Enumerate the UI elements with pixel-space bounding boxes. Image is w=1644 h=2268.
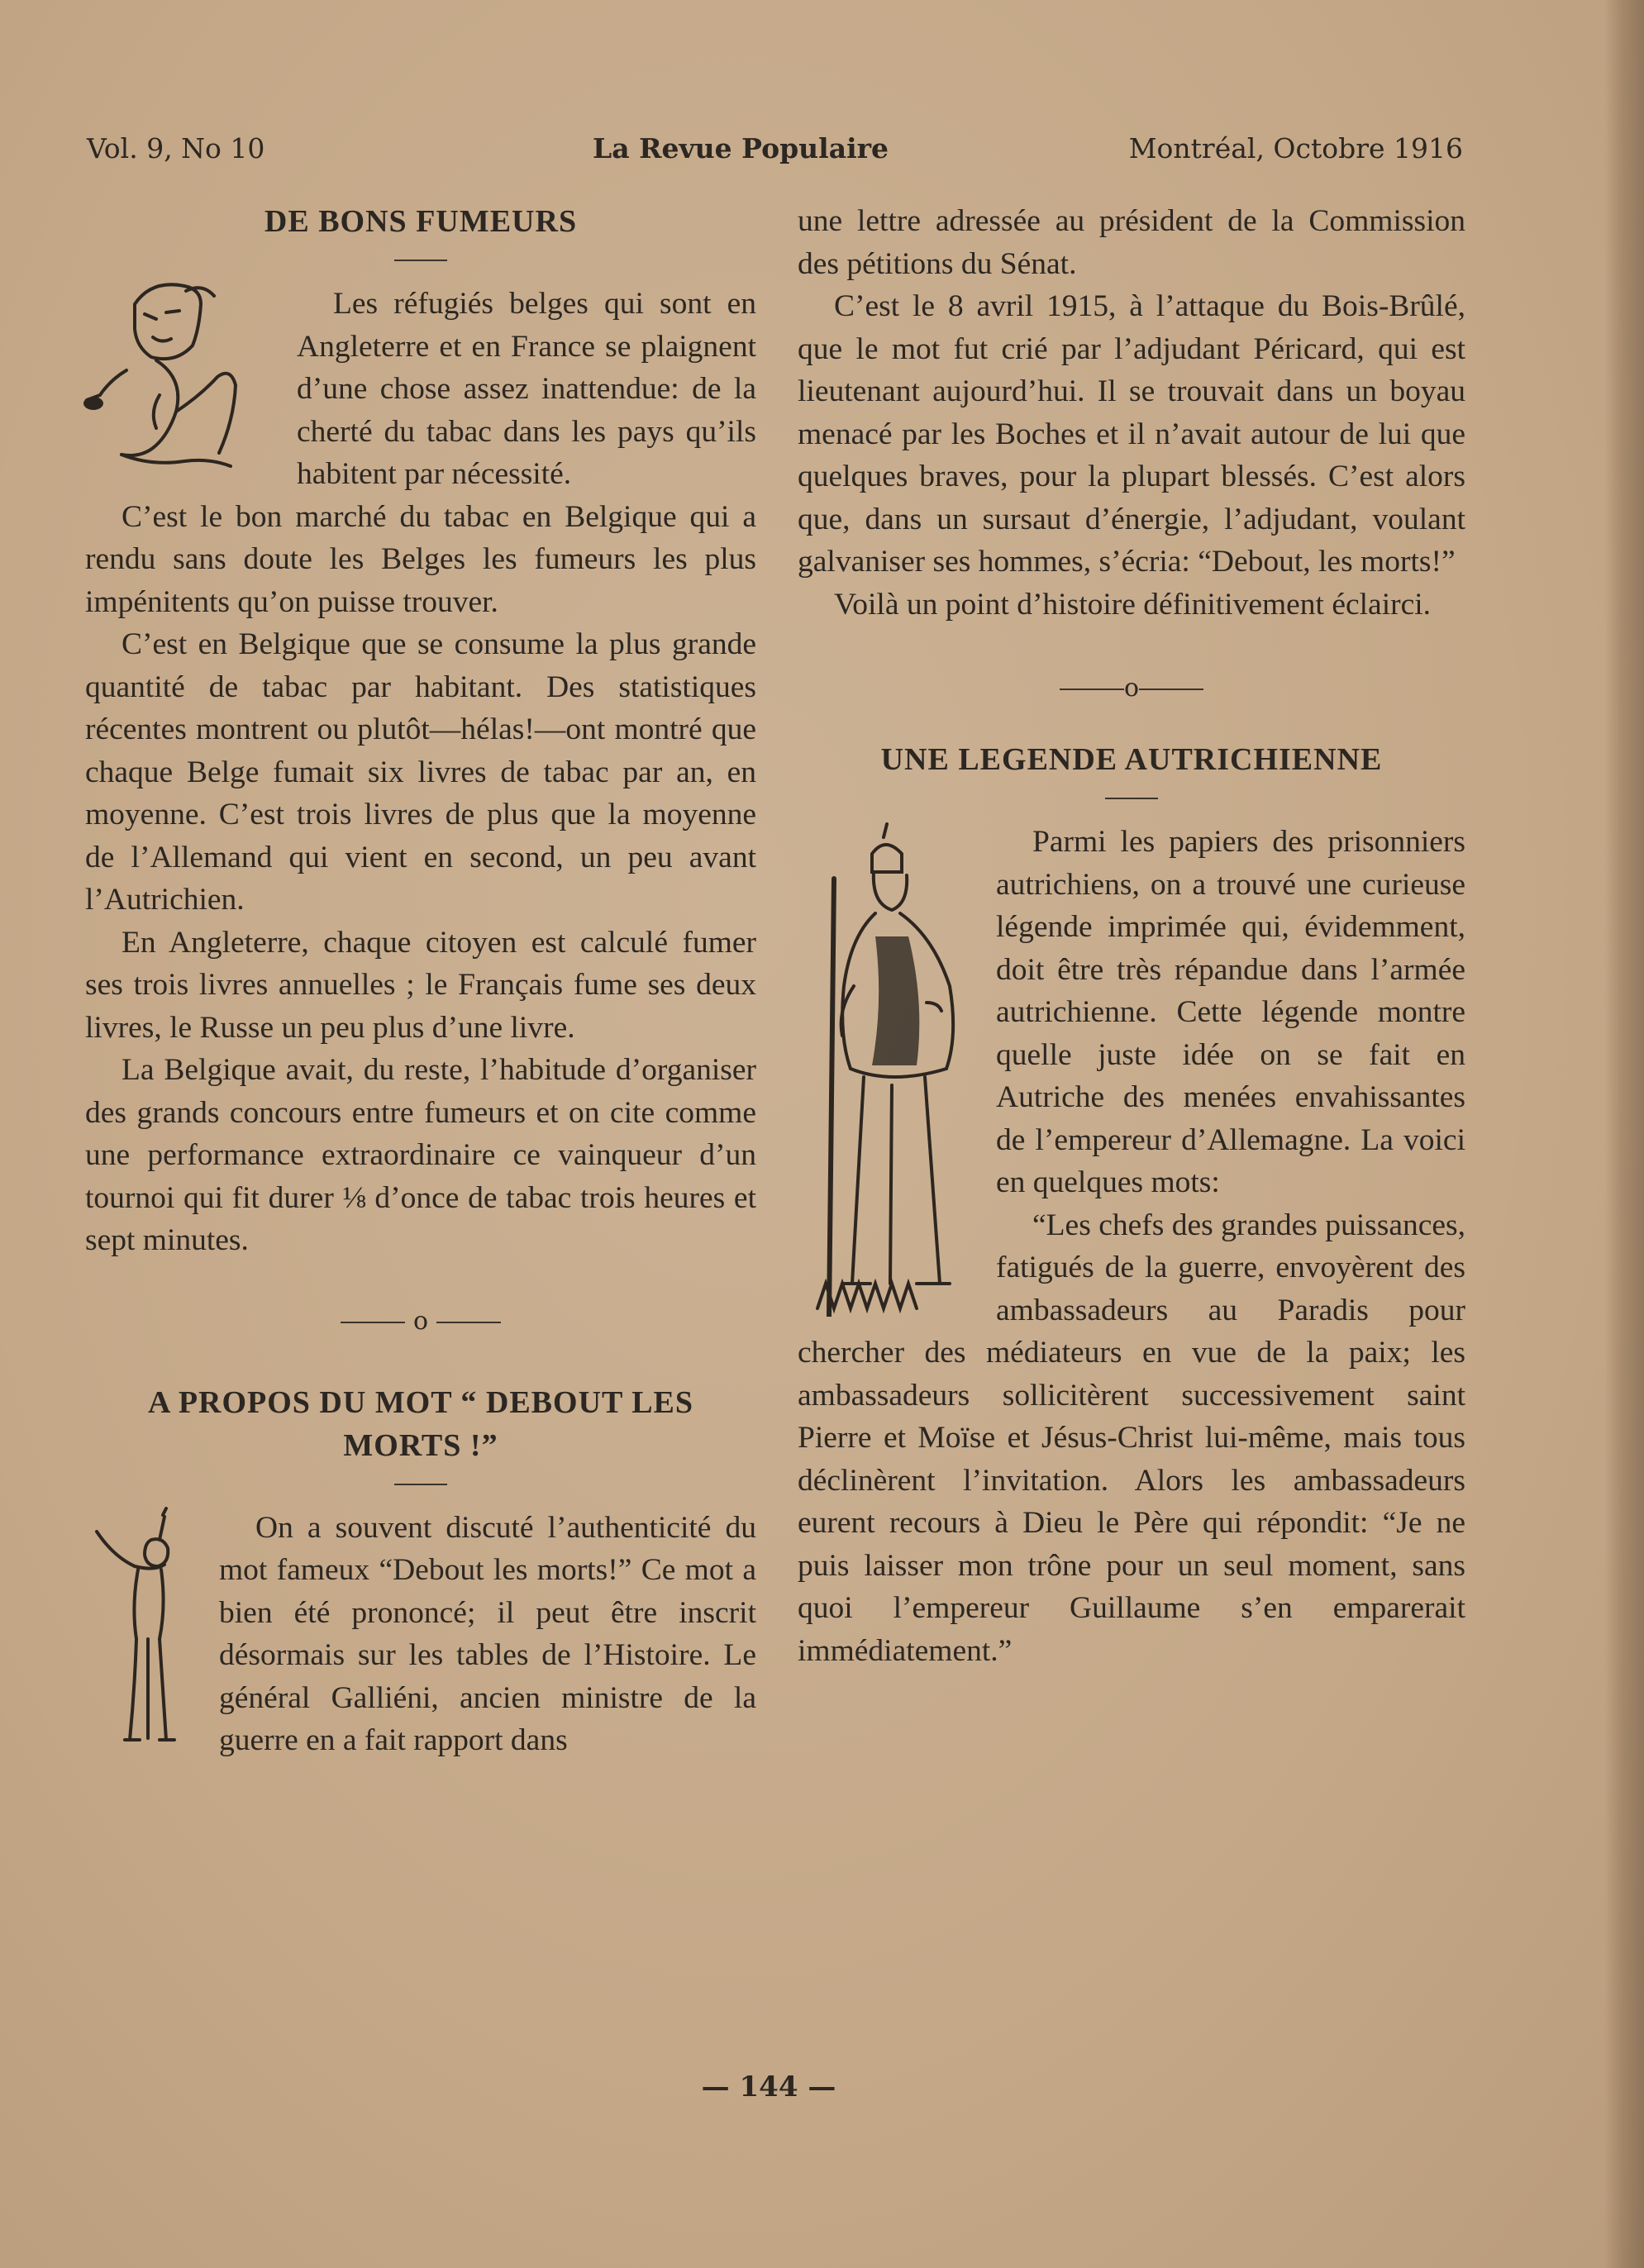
title-rule xyxy=(394,260,447,261)
paragraph: Parmi les papiers des prisonniers autrichiens, on a trouvé une curieuse légende imprimée qui, évidemment, doit être très répandue dans l’armée autrichienne. Cette légende montre quelle juste idée on se fait en Autriche des menées envahissantes de l’empereur d’Allemagne. La voici en quelques mots: xyxy=(996,825,1465,1199)
smoker-sketch-icon xyxy=(77,271,275,478)
article-title-legende: UNE LEGENDE AUTRICHIENNE xyxy=(880,742,1383,777)
right-column xyxy=(798,200,1465,1672)
article-title-debout xyxy=(85,1381,756,1467)
title-line: A PROPOS DU MOT “ DEBOUT LES xyxy=(147,1384,694,1420)
smoker-illustration xyxy=(77,271,285,488)
left-column xyxy=(85,200,756,1762)
running-header xyxy=(87,132,1463,174)
standing-figure-sketch-icon xyxy=(80,1507,196,1746)
place-date: Montréal, Octobre 1916 xyxy=(1128,132,1463,164)
paragraph: C’est le bon marché du tabac en Belgique qui a rendu sans doute les Belges les fumeurs les plus impénitents qu’on puisse trouver. xyxy=(85,499,756,619)
austrian-soldier-sketch-icon xyxy=(793,821,983,1317)
paragraph: C’est en Belgique que se consume la plus grande quantité de tabac par habitant. Des statistiques récentes montrent ou plutôt—hélas!—ont montré que chaque Belge fumait six livres de tabac par an, en moyenne. C’est trois livres de plus que la moyenne de l’Allemand qui vient en second, un peu avant l’Autrichien. xyxy=(85,627,756,917)
paragraph: La Belgique avait, du reste, l’habitude d’organiser des grands concours entre fumeurs et on cite comme une performance extraordinaire ce vainqueur d’un tournoi qui fit durer ⅛ d’once de tabac trois heures et sept minutes. xyxy=(85,1053,756,1257)
paragraph: Voilà un point d’histoire définitivement éclairci. xyxy=(834,587,1432,622)
journal-title: La Revue Populaire xyxy=(593,132,889,164)
section-separator: o xyxy=(798,672,1465,705)
soldier-raising-arm-illustration xyxy=(80,1507,204,1755)
paragraph: Les réfugiés belges qui sont en Angleterre et en France se plaignent d’une chose assez inattendue: de la cherté du tabac dans les pays qu’ils habitent par nécessité. xyxy=(297,287,756,491)
paragraph-continued: une lettre adressée au président de la Commission des pétitions du Sénat. xyxy=(798,204,1465,281)
section-separator: o xyxy=(85,1305,756,1338)
page-number: — 144 — xyxy=(701,2070,836,2104)
page-fold-shadow xyxy=(1604,0,1644,2268)
title-rule xyxy=(394,1484,447,1485)
volume-number: Vol. 9, No 10 xyxy=(87,132,265,164)
paragraph: On a souvent discuté l’authenticité du mot fameux “Debout les morts!” Ce mot a bien été prononcé; il peut être inscrit désormais sur les tables de l’Histoire. Le général Galliéni, ancien ministre de la guerre en a fait rapport dans xyxy=(219,1510,756,1757)
title-rule xyxy=(1105,798,1158,799)
paragraph: C’est le 8 avril 1915, à l’attaque du Bois-Brûlé, que le mot fut crié par l’adjudant Péricard, qui est lieutenant aujourd’hui. Il se trouvait dans un boyau menacé par les Boches et il n’avait autour de lui que quelques braves, pour la plupart blessés. C’est alors que, dans un sursaut d’énergie, l’adjudant, voulant galvaniser ses hommes, s’écria: “Debout, les morts!” xyxy=(798,289,1465,579)
paragraph: “Les chefs des grandes puissances, fatigués de la guerre, envoyèrent des ambassadeurs au Paradis pour chercher des médiateurs en vue de la paix; les ambassadeurs sollicitèrent successivement saint Pierre et Moïse et Jésus-Christ lui-même, mais tous déclinèrent l’invitation. Alors les ambassadeurs eurent recours à Dieu le Père qui répondit: “Je ne puis laisser mon trône pour un seul moment, sans quoi l’empereur Guillaume s’en emparerait immédiatement.” xyxy=(798,1208,1465,1668)
paragraph: En Angleterre, chaque citoyen est calculé fumer ses trois livres annuelles ; le Français fume ses deux livres, le Russe un peu plus d’une livre. xyxy=(85,925,756,1045)
austrian-soldier-illustration xyxy=(793,821,988,1325)
article-title-fumeurs: DE BONS FUMEURS xyxy=(264,204,578,239)
title-line: MORTS !” xyxy=(343,1427,498,1463)
